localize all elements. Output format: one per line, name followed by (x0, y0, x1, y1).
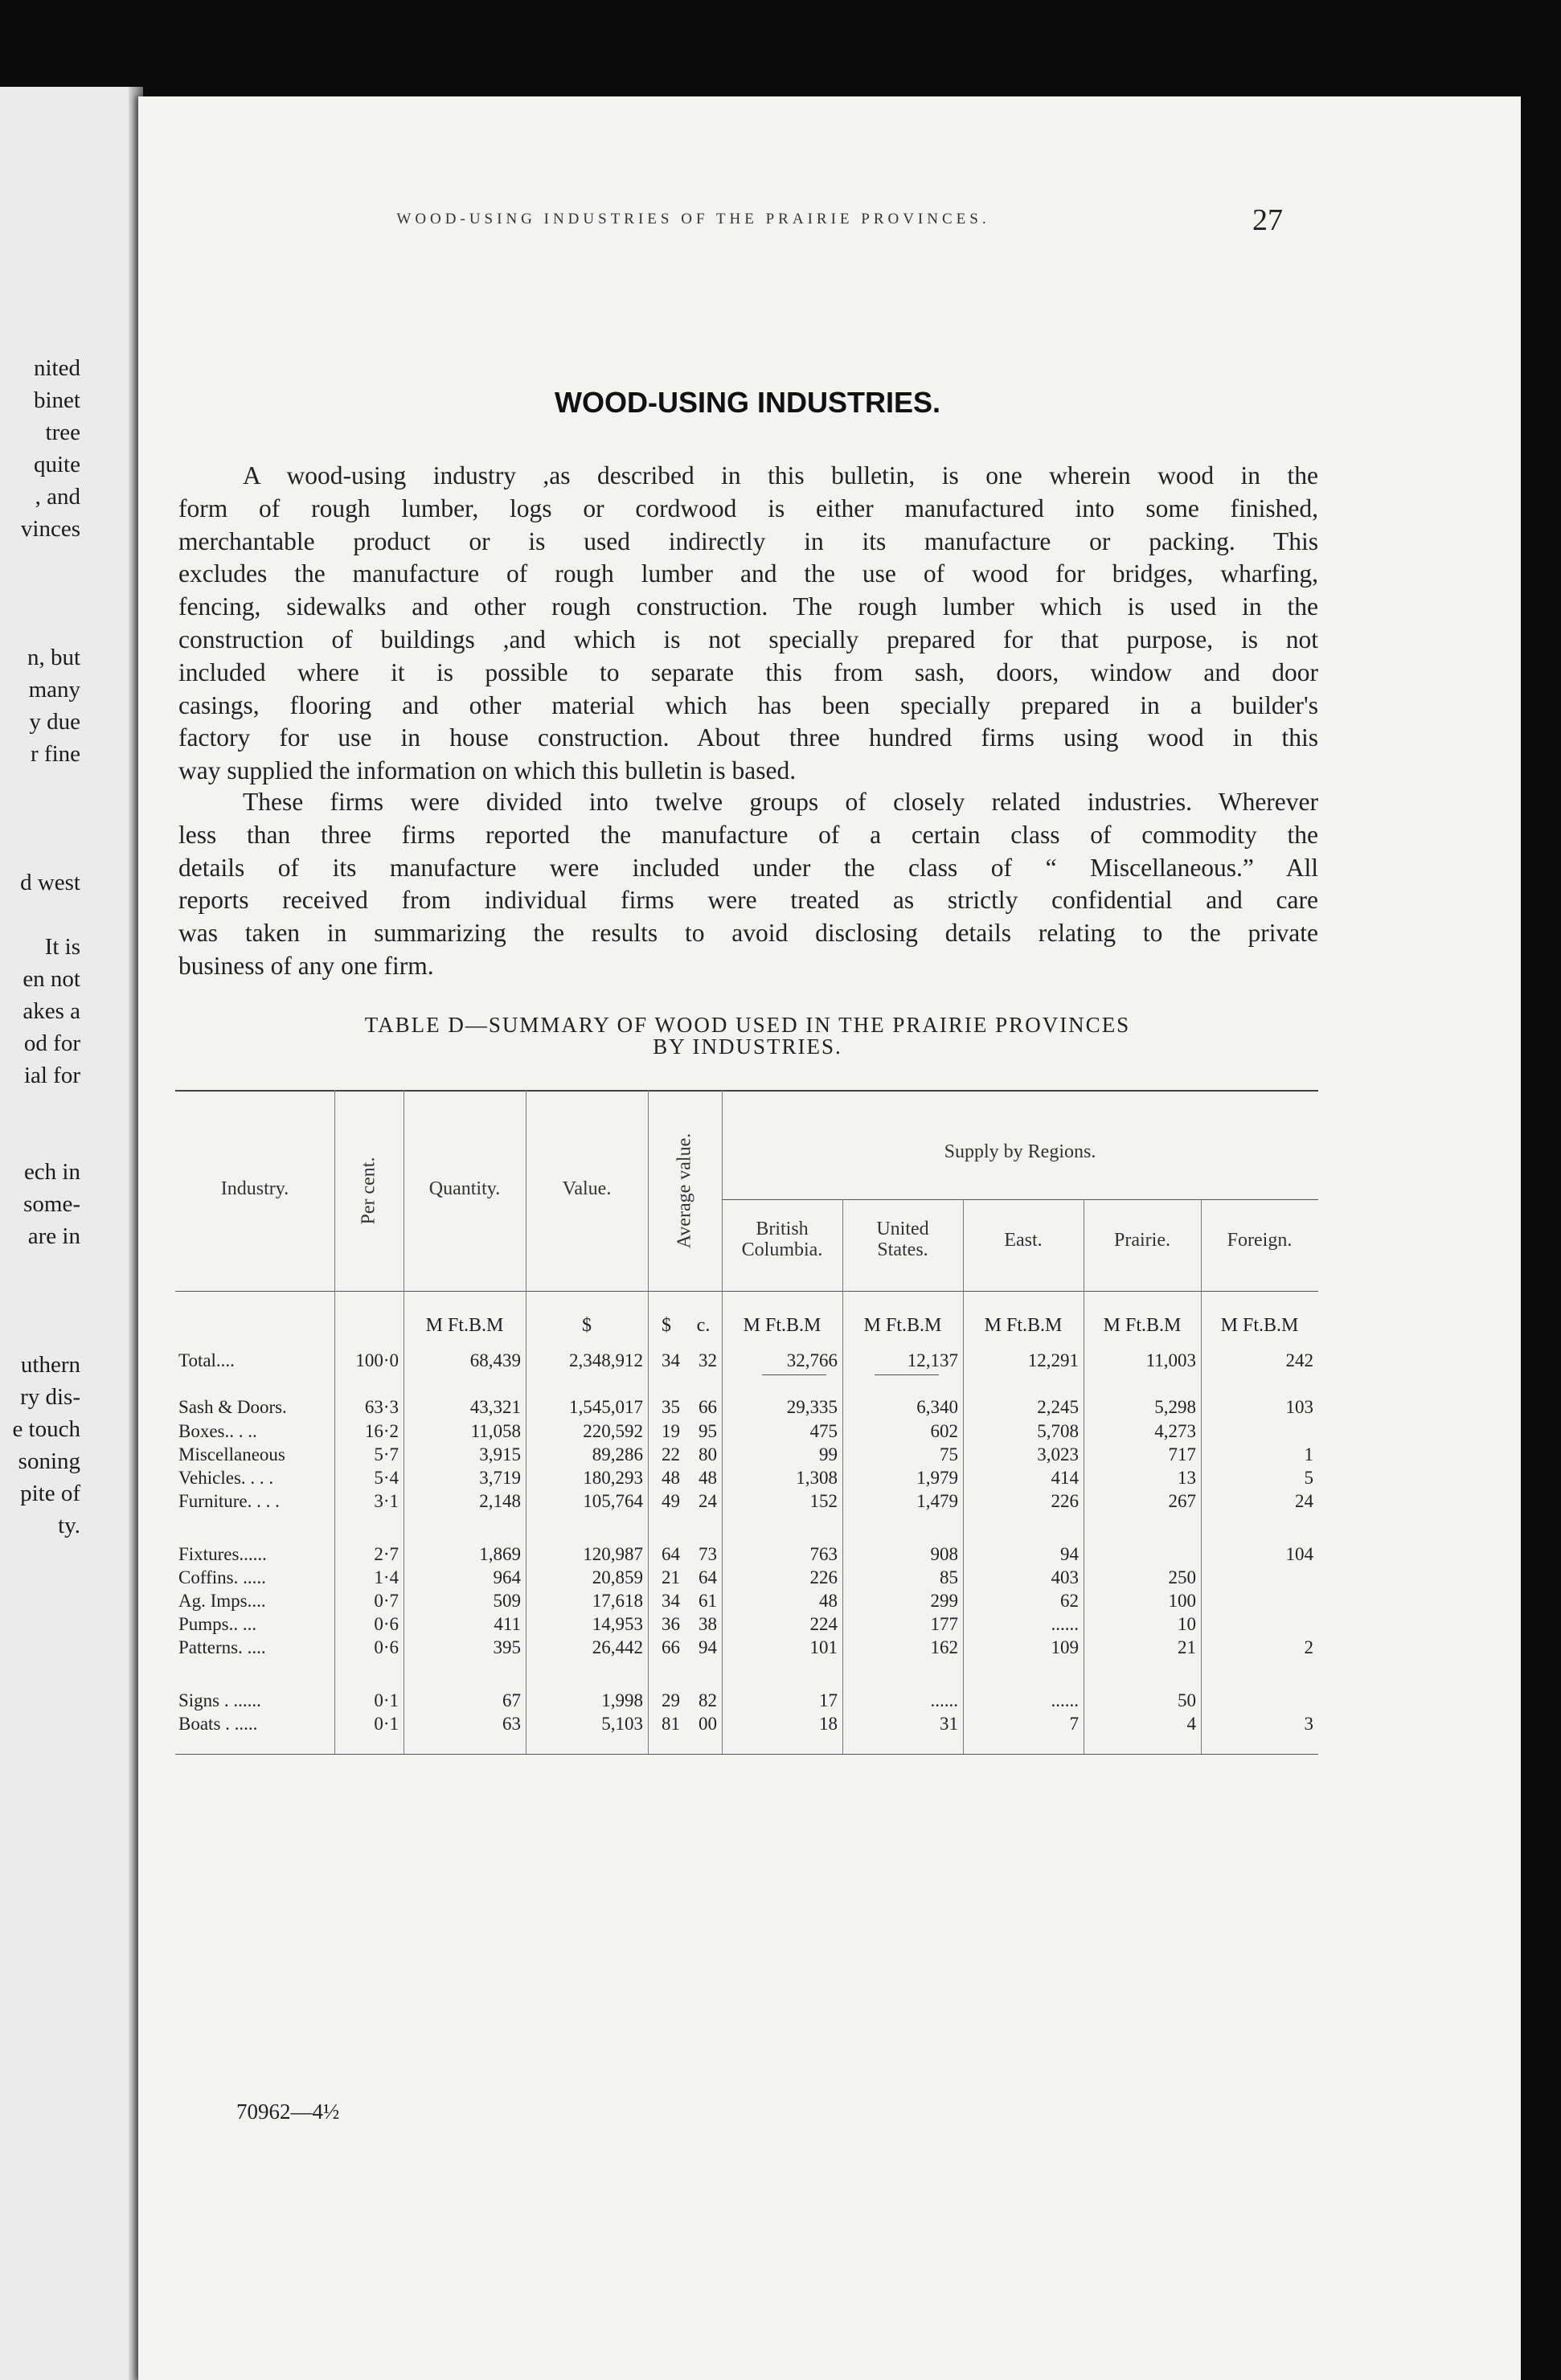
table-row-value: 220,592 (583, 1421, 643, 1441)
adjacent-page-fragment: tree (45, 420, 80, 445)
regions-rule (722, 1199, 1318, 1200)
section-title: WOOD-USING INDUSTRIES. (554, 386, 940, 419)
adjacent-page-fragment: r fine (31, 741, 80, 767)
table-row-industry: Signs . ...... (178, 1690, 261, 1710)
table-row-industry: Boats . ..... (178, 1714, 258, 1734)
table-row-value: 17,618 (592, 1591, 643, 1611)
table-row-avg-d: 81 (662, 1714, 680, 1734)
table-row-value: 180,293 (583, 1468, 643, 1488)
table-row-value: 120,987 (583, 1544, 643, 1564)
page-number: 27 (1252, 203, 1283, 237)
table-row-us: 85 (940, 1567, 958, 1587)
table-row-avg-c: 00 (699, 1714, 717, 1734)
table-row-foreign: 24 (1295, 1491, 1313, 1511)
table-row-industry: Sash & Doors. (178, 1397, 287, 1417)
table-row-value: 14,953 (592, 1614, 643, 1634)
adjacent-page-fragment: e touch (12, 1416, 80, 1442)
table-row-east: 3,023 (1037, 1444, 1079, 1464)
table-row-per-cent: 16·2 (364, 1421, 399, 1441)
header-british-columbia-line-2: Columbia. (741, 1239, 823, 1260)
header-foreign: Foreign. (1227, 1230, 1293, 1251)
total-underline (875, 1374, 939, 1375)
total-row-bc: 32,766 (786, 1350, 838, 1370)
table-row-us: 31 (940, 1714, 958, 1734)
table-row-quantity: 67 (502, 1690, 521, 1710)
table-row-avg-c: 80 (699, 1444, 717, 1464)
unit-avg-cents: c. (696, 1315, 711, 1336)
table-row-quantity: 43,321 (469, 1397, 521, 1417)
table-row-us: 1,979 (916, 1468, 958, 1488)
table-row-per-cent: 0·1 (374, 1690, 399, 1710)
table-row-prairie: 100 (1168, 1591, 1196, 1611)
summary-table (175, 1077, 1318, 1768)
table-row-east: ...... (1051, 1614, 1079, 1634)
table-caption-line-2: BY INDUSTRIES. (653, 1034, 842, 1059)
table-row-foreign: 103 (1285, 1397, 1313, 1417)
table-row-per-cent: 0·7 (374, 1591, 399, 1611)
table-row-quantity: 411 (494, 1614, 521, 1634)
total-row-prairie: 11,003 (1145, 1350, 1196, 1370)
paragraph-line: construction of buildings ,and which is not specially prepared for that purpose, is not (178, 625, 1318, 653)
total-underline (762, 1374, 826, 1375)
table-row-bc: 29,335 (786, 1397, 838, 1417)
table-row-avg-d: 21 (662, 1567, 680, 1587)
table-row-us: 299 (930, 1591, 958, 1611)
unit-value: $ (582, 1315, 592, 1336)
adjacent-page-fragment: ech in (23, 1159, 80, 1185)
table-row-east: 2,245 (1037, 1397, 1079, 1417)
table-row-bc: 475 (809, 1421, 838, 1441)
table-row-prairie: 50 (1178, 1690, 1196, 1710)
table-row-quantity: 3,719 (479, 1468, 521, 1488)
header-british-columbia (722, 1219, 842, 1260)
adjacent-page-fragment: some- (23, 1191, 80, 1217)
table-row-quantity: 11,058 (470, 1421, 521, 1441)
total-row-east: 12,291 (1027, 1350, 1079, 1370)
table-row-industry: Boxes.. . .. (178, 1421, 257, 1441)
table-row-foreign: 2 (1304, 1637, 1313, 1657)
header-british-columbia-line-1: British (756, 1219, 809, 1239)
table-row-value: 105,764 (583, 1491, 643, 1511)
adjacent-page-fragment: vinces (20, 516, 80, 542)
header-industry: Industry. (220, 1178, 289, 1199)
table-row-foreign: 104 (1285, 1544, 1313, 1564)
table-row-east: 414 (1051, 1468, 1079, 1488)
table-row-avg-c: 82 (699, 1690, 717, 1710)
table-row-prairie: 4,273 (1154, 1421, 1196, 1441)
table-bottom-rule (175, 1754, 1318, 1755)
paragraph-line: details of its manufacture were included under the class of “ Miscellaneous.” All (178, 853, 1318, 882)
header-united-states (842, 1219, 963, 1260)
paragraph-line: excludes the manufacture of rough lumber and the use of wood for bridges, wharfing, (178, 559, 1318, 588)
table-row-prairie: 267 (1168, 1491, 1196, 1511)
table-row-per-cent: 0·6 (374, 1637, 399, 1657)
table-row-per-cent: 3·1 (374, 1491, 399, 1511)
table-row-avg-d: 22 (662, 1444, 680, 1464)
total-row-industry: Total.... (178, 1350, 235, 1370)
table-row-avg-d: 36 (662, 1614, 680, 1634)
paragraph-line: less than three firms reported the manufacture of a certain class of commodity the (178, 820, 1318, 849)
table-row-value: 26,442 (592, 1637, 643, 1657)
header-quantity: Quantity. (428, 1178, 501, 1199)
total-row-avg-c: 32 (699, 1350, 717, 1370)
header-east: East. (1004, 1230, 1043, 1251)
body-paragraph-1 (178, 460, 1318, 788)
adjacent-page-fragment: akes a (23, 998, 80, 1024)
table-caption-line-1: TABLE D—SUMMARY OF WOOD USED IN THE PRAIRIE PROVINCES (364, 1013, 1131, 1037)
table-row-avg-c: 95 (699, 1421, 717, 1441)
table-row-us: 602 (930, 1421, 958, 1441)
table-row-industry: Fixtures...... (178, 1544, 267, 1564)
table-row-east: 109 (1051, 1637, 1079, 1657)
table-row-avg-d: 34 (662, 1591, 680, 1611)
table-row-east: 94 (1060, 1544, 1079, 1564)
table-row-quantity: 3,915 (479, 1444, 521, 1464)
table-row-industry: Furniture. . . . (178, 1491, 280, 1511)
paragraph-line: fencing, sidewalks and other rough construction. The rough lumber which is used in the (178, 592, 1318, 621)
adjacent-page-fragment: , and (35, 484, 80, 510)
table-row-prairie: 10 (1178, 1614, 1196, 1634)
adjacent-page-fragment: n, but (27, 645, 80, 670)
table-row-avg-c: 64 (699, 1567, 717, 1587)
table-row-bc: 226 (809, 1567, 838, 1587)
table-row-foreign: 3 (1304, 1714, 1313, 1734)
header-average-value: Average value. (674, 1133, 695, 1249)
unit-quantity: M Ft.B.M (425, 1315, 504, 1336)
table-row-bc: 224 (809, 1614, 838, 1634)
adjacent-page-fragment: are in (27, 1223, 80, 1249)
table-row-bc: 17 (819, 1690, 838, 1710)
total-row-foreign: 242 (1285, 1350, 1313, 1370)
table-row-quantity: 2,148 (479, 1491, 521, 1511)
header-value: Value. (562, 1178, 612, 1199)
unit-foreign: M Ft.B.M (1220, 1315, 1299, 1336)
table-row-prairie: 21 (1178, 1637, 1196, 1657)
paragraph-line: merchantable product or is used indirectly in its manufacture or packing. This (178, 526, 1318, 555)
table-row-bc: 99 (819, 1444, 838, 1464)
table-row-value: 20,859 (592, 1567, 643, 1587)
table-row-per-cent: 0·6 (374, 1614, 399, 1634)
table-row-bc: 1,308 (796, 1468, 838, 1488)
table-row-us: 908 (930, 1544, 958, 1564)
table-row-industry: Pumps.. ... (178, 1614, 257, 1634)
table-row-bc: 152 (809, 1491, 838, 1511)
paragraph-line: factory for use in house construction. About three hundred firms using wood in this (178, 723, 1318, 752)
paragraph-line: business of any one firm. (178, 951, 434, 980)
table-row-value: 5,103 (601, 1714, 643, 1734)
table-row-bc: 763 (809, 1544, 838, 1564)
paragraph-line: A wood-using industry ,as described in this bulletin, is one wherein wood in the (243, 461, 1318, 490)
unit-east: M Ft.B.M (984, 1315, 1063, 1336)
adjacent-page-fragment: d west (20, 870, 80, 895)
adjacent-page-fragment: y due (29, 709, 80, 735)
header-united-states-line-1: United (876, 1219, 929, 1239)
body-paragraph-2 (178, 786, 1318, 983)
header-prairie: Prairie. (1114, 1230, 1170, 1251)
adjacent-page-fragment: pite of (20, 1481, 80, 1506)
table-row-us: 177 (930, 1614, 958, 1634)
table-row-east: 226 (1051, 1491, 1079, 1511)
total-row-avg-d: 34 (662, 1350, 680, 1370)
table-row-avg-c: 73 (699, 1544, 717, 1564)
adjacent-page-fragment: ty. (58, 1513, 80, 1538)
table-row-per-cent: 5·4 (374, 1468, 399, 1488)
table-row-quantity: 1,869 (479, 1544, 521, 1564)
adjacent-page-fragment: nited (34, 355, 80, 381)
table-row-industry: Patterns. .... (178, 1637, 266, 1657)
table-row-bc: 48 (819, 1591, 838, 1611)
total-row-value: 2,348,912 (569, 1350, 643, 1370)
adjacent-page-fragment: soning (18, 1448, 80, 1474)
table-row-prairie: 5,298 (1154, 1397, 1196, 1417)
table-row-us: 75 (940, 1444, 958, 1464)
adjacent-page-fragment: en not (23, 966, 80, 992)
adjacent-page-fragment: od for (23, 1030, 80, 1056)
table-row-foreign: 1 (1304, 1444, 1313, 1464)
table-caption (185, 1014, 1310, 1058)
header-per-cent: Per cent. (358, 1157, 379, 1225)
table-row-avg-d: 66 (662, 1637, 680, 1657)
table-row-avg-c: 66 (699, 1397, 717, 1417)
table-row-east: 7 (1069, 1714, 1079, 1734)
adjacent-page-fragment: many (28, 677, 80, 703)
table-row-per-cent: 2·7 (374, 1544, 399, 1564)
paragraph-line: was taken in summarizing the results to avoid disclosing details relating to the private (178, 919, 1318, 948)
table-row-prairie: 717 (1168, 1444, 1196, 1464)
total-row-quantity: 68,439 (469, 1350, 521, 1370)
table-row-east: 5,708 (1037, 1421, 1079, 1441)
table-top-rule (175, 1090, 1318, 1092)
table-row-prairie: 13 (1178, 1468, 1196, 1488)
table-row-east: 62 (1060, 1591, 1079, 1611)
adjacent-page-fragment: binet (34, 387, 80, 413)
table-row-industry: Vehicles. . . . (178, 1468, 274, 1488)
footer-code: 70962—4½ (236, 2099, 340, 2124)
table-row-bc: 101 (809, 1637, 838, 1657)
header-united-states-line-2: States. (877, 1239, 928, 1260)
table-row-industry: Coffins. ..... (178, 1567, 266, 1587)
table-row-value: 1,545,017 (569, 1397, 643, 1417)
unit-avg-dollars: $ (662, 1315, 671, 1336)
table-row-quantity: 509 (493, 1591, 521, 1611)
paragraph-line: reports received from individual firms were treated as strictly confidential and care (178, 886, 1318, 915)
header-bottom-rule (175, 1291, 1318, 1292)
table-row-us: ...... (930, 1690, 958, 1710)
paragraph-line: way supplied the information on which this bulletin is based. (178, 756, 797, 785)
table-row-bc: 18 (819, 1714, 838, 1734)
table-row-avg-d: 64 (662, 1544, 680, 1564)
table-row-prairie: 250 (1168, 1567, 1196, 1587)
unit-british-columbia: M Ft.B.M (743, 1315, 821, 1336)
paragraph-line: These firms were divided into twelve groups of closely related industries. Wherever (243, 788, 1318, 816)
running-header: WOOD-USING INDUSTRIES OF THE PRAIRIE PROVINCES. (396, 211, 990, 227)
table-row-us: 6,340 (916, 1397, 958, 1417)
table-row-avg-c: 24 (699, 1491, 717, 1511)
table-row-avg-c: 61 (699, 1591, 717, 1611)
table-row-industry: Ag. Imps.... (178, 1591, 266, 1611)
paragraph-line: included where it is possible to separate this from sash, doors, window and door (178, 657, 1318, 686)
table-row-us: 1,479 (916, 1491, 958, 1511)
table-row-avg-c: 38 (699, 1614, 717, 1634)
table-row-avg-d: 49 (662, 1491, 680, 1511)
adjacent-page-fragment: quite (34, 452, 80, 477)
table-row-avg-d: 48 (662, 1468, 680, 1488)
adjacent-page-fragment: It is (44, 934, 80, 960)
table-row-avg-d: 29 (662, 1690, 680, 1710)
table-row-quantity: 395 (493, 1637, 521, 1657)
table-row-foreign: 5 (1304, 1468, 1313, 1488)
table-row-quantity: 63 (502, 1714, 521, 1734)
table-row-avg-d: 19 (662, 1421, 680, 1441)
table-row-per-cent: 0·1 (374, 1714, 399, 1734)
table-row-per-cent: 63·3 (364, 1397, 399, 1417)
table-row-us: 162 (930, 1637, 958, 1657)
adjacent-page-fragment: ial for (23, 1063, 80, 1088)
table-row-value: 89,286 (592, 1444, 643, 1464)
unit-prairie: M Ft.B.M (1103, 1315, 1182, 1336)
table-row-prairie: 4 (1186, 1714, 1196, 1734)
unit-united-states: M Ft.B.M (863, 1315, 942, 1336)
table-row-avg-c: 94 (699, 1637, 717, 1657)
table-row-value: 1,998 (601, 1690, 643, 1710)
header-supply-by-regions: Supply by Regions. (944, 1141, 1096, 1162)
paragraph-line: casings, flooring and other material which has been specially prepared in a builder's (178, 690, 1318, 719)
table-row-per-cent: 5·7 (374, 1444, 399, 1464)
total-row-us: 12,137 (907, 1350, 958, 1370)
adjacent-page-fragment: ry dis- (20, 1384, 80, 1410)
paragraph-line: form of rough lumber, logs or cordwood is either manufactured into some finished, (178, 494, 1318, 522)
table-row-east: 403 (1051, 1567, 1079, 1587)
table-row-industry: Miscellaneous (178, 1444, 285, 1464)
table-row-per-cent: 1·4 (374, 1567, 399, 1587)
table-row-avg-d: 35 (662, 1397, 680, 1417)
adjacent-page-fragment: uthern (20, 1352, 80, 1378)
table-row-east: ...... (1051, 1690, 1079, 1710)
table-row-quantity: 964 (493, 1567, 521, 1587)
total-row-per-cent: 100·0 (355, 1350, 399, 1370)
table-row-avg-c: 48 (699, 1468, 717, 1488)
